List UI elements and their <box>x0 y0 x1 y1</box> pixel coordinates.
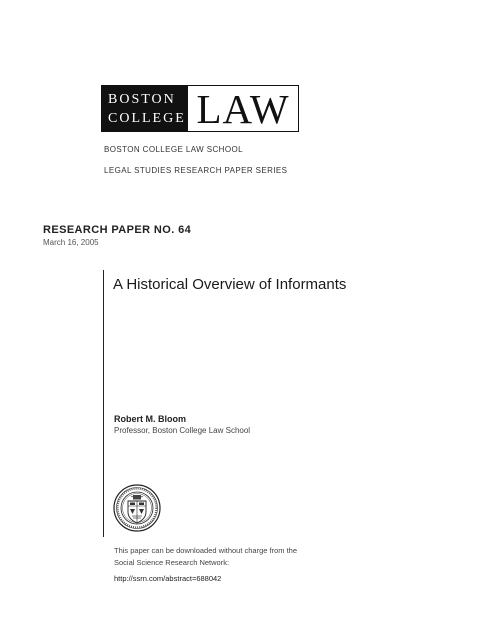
series-name: LEGAL STUDIES RESEARCH PAPER SERIES <box>104 166 288 175</box>
logo-law-text: LAW <box>196 85 290 132</box>
boston-college-seal-icon <box>113 484 161 532</box>
paper-title: A Historical Overview of Informants <box>113 276 347 293</box>
download-notice-line-1: This paper can be downloaded without charge from the <box>114 546 298 555</box>
logo-dark-panel <box>102 86 188 131</box>
author-affiliation: Professor, Boston College Law School <box>114 426 251 435</box>
school-name: BOSTON COLLEGE LAW SCHOOL <box>104 145 243 154</box>
logo-college-text: COLLEGE <box>108 110 186 126</box>
author-name: Robert M. Bloom <box>114 414 186 424</box>
boston-college-law-logo <box>101 85 299 132</box>
research-paper-number: RESEARCH PAPER NO. 64 <box>43 224 192 236</box>
ssrn-url-link[interactable]: http://ssrn.com/abstract=688042 <box>114 574 222 583</box>
vertical-divider <box>103 270 104 537</box>
logo-boston-text: BOSTON <box>108 91 176 107</box>
download-notice-line-2: Social Science Research Network: <box>114 558 230 567</box>
paper-date: March 16, 2005 <box>43 238 99 247</box>
